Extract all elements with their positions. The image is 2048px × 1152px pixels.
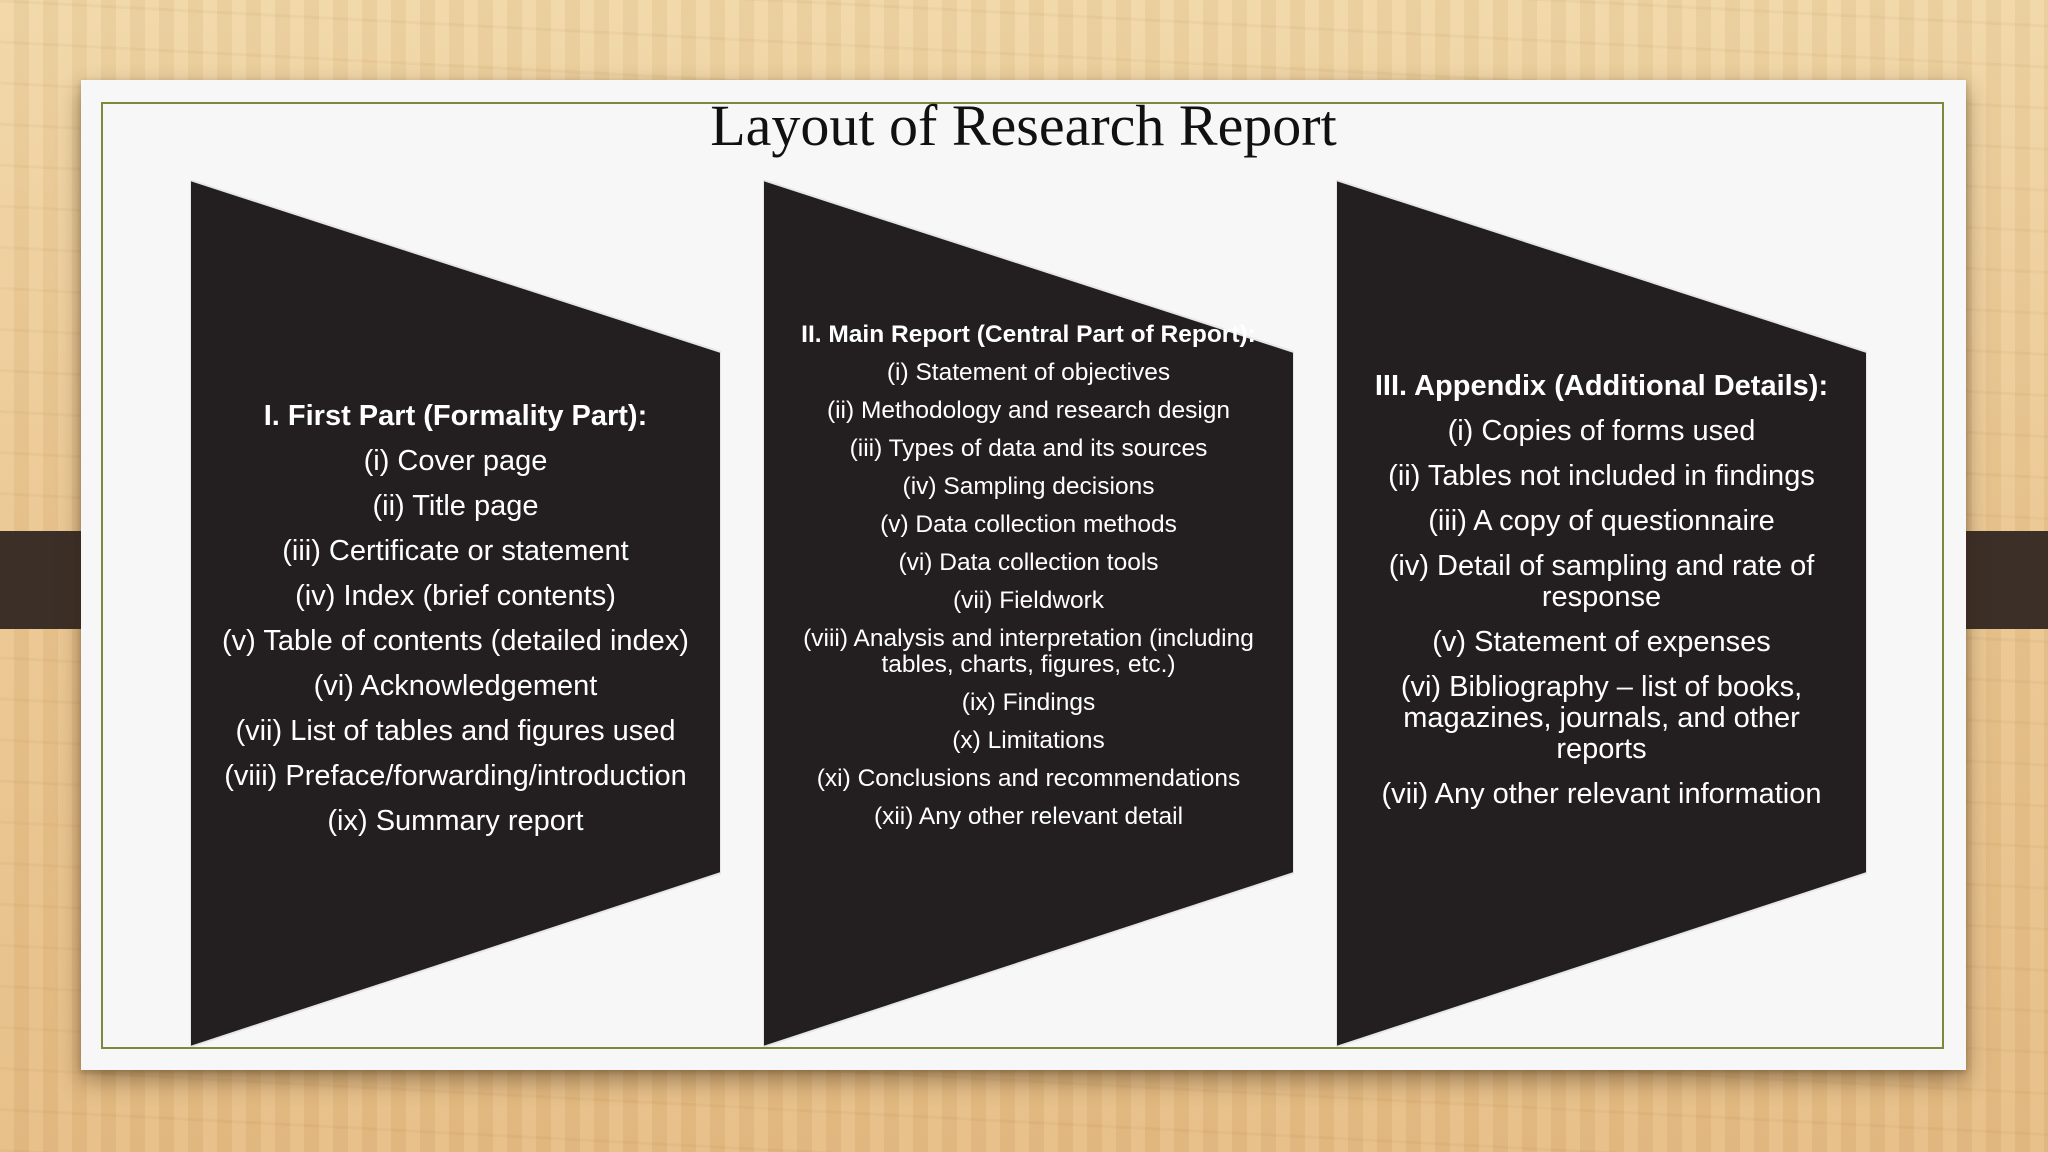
panel-content bbox=[783, 148, 1274, 1015]
list-item: (ii) Tables not included in findings bbox=[1388, 460, 1815, 492]
panel-item-list bbox=[1356, 416, 1847, 824]
list-item: (v) Table of contents (detailed index) bbox=[222, 624, 689, 657]
list-item: (iv) Sampling decisions bbox=[902, 472, 1155, 500]
list-item: (ii) Title page bbox=[372, 489, 539, 522]
slide bbox=[81, 80, 1966, 1070]
panel-appendix bbox=[1336, 180, 1867, 1047]
list-item: (vii) Any other relevant information bbox=[1381, 778, 1822, 810]
panel-item-list bbox=[783, 360, 1274, 842]
panel-item-list bbox=[222, 446, 689, 851]
slide-title-text: Layout of Research Report bbox=[710, 93, 1337, 158]
panel-content bbox=[1356, 164, 1847, 1031]
panel-first-part bbox=[190, 180, 721, 1047]
panel-content bbox=[210, 192, 701, 1059]
list-item: (vi) Data collection tools bbox=[898, 548, 1159, 576]
list-item: (v) Data collection methods bbox=[880, 510, 1177, 538]
list-item: (vi) Bibliography – list of books, magazines, journals, and other reports bbox=[1400, 671, 1803, 765]
list-item: (i) Statement of objectives bbox=[886, 358, 1171, 386]
panel-heading: II. Main Report (Central Part of Report): bbox=[801, 320, 1256, 348]
list-item: (i) Copies of forms used bbox=[1447, 415, 1756, 447]
list-item: (i) Cover page bbox=[363, 444, 548, 477]
list-item: (vii) Fieldwork bbox=[952, 586, 1105, 614]
list-item: (iv) Index (brief contents) bbox=[295, 579, 616, 612]
panel-heading: I. First Part (Formality Part): bbox=[263, 399, 648, 432]
list-item: (xi) Conclusions and recommendations bbox=[816, 764, 1241, 792]
list-item: (x) Limitations bbox=[952, 726, 1105, 754]
list-item: (iii) Types of data and its sources bbox=[849, 434, 1208, 462]
list-item: (xii) Any other relevant detail bbox=[873, 802, 1184, 830]
list-item: (viii) Analysis and interpretation (including tables, charts, figures, etc.) bbox=[803, 624, 1254, 678]
list-item: (ii) Methodology and research design bbox=[826, 396, 1231, 424]
list-item: (iv) Detail of sampling and rate of response bbox=[1388, 550, 1815, 613]
list-item: (iii) A copy of questionnaire bbox=[1428, 505, 1775, 537]
list-item: (v) Statement of expenses bbox=[1432, 626, 1771, 658]
list-item: (viii) Preface/forwarding/introduction bbox=[224, 759, 687, 792]
panel-main-report bbox=[763, 180, 1294, 1047]
list-item: (iii) Certificate or statement bbox=[282, 534, 629, 567]
list-item: (vii) List of tables and figures used bbox=[235, 714, 676, 747]
list-item: (ix) Findings bbox=[961, 688, 1096, 716]
list-item: (ix) Summary report bbox=[327, 804, 584, 837]
panel-heading: III. Appendix (Additional Details): bbox=[1374, 370, 1829, 402]
list-item: (vi) Acknowledgement bbox=[313, 669, 598, 702]
